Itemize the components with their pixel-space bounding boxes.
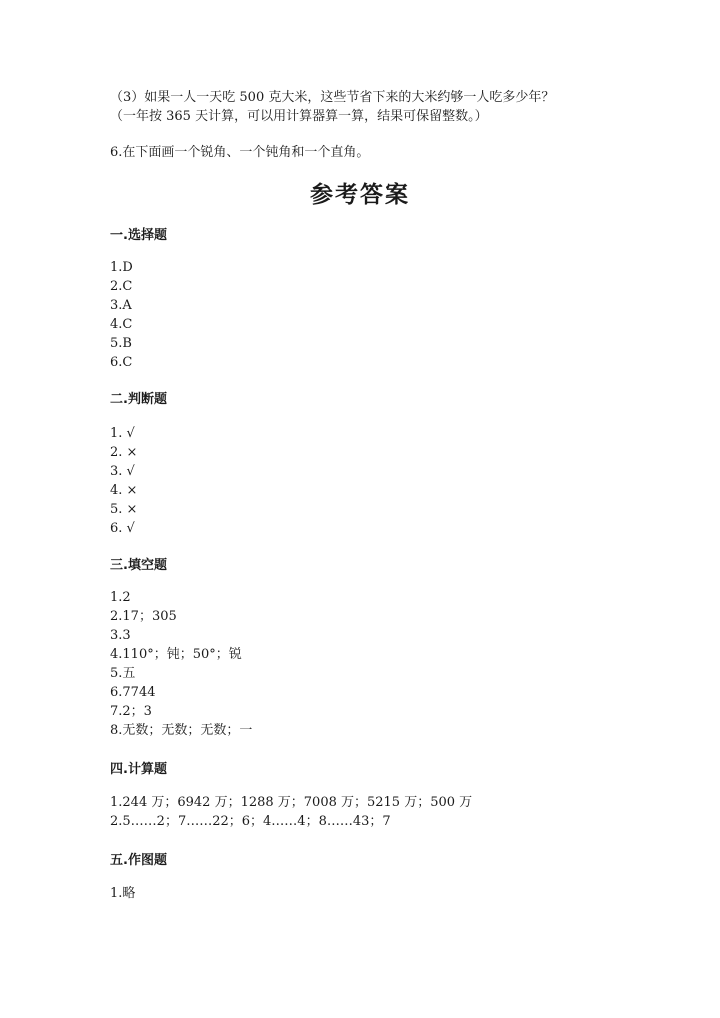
list-item: 8.无数；无数；无数；一: [110, 723, 253, 738]
list-item: 1. √: [110, 426, 135, 441]
list-item: 3. √: [110, 464, 135, 479]
list-item: 4.110°；钝；50°；锐: [110, 647, 242, 662]
list-item: 5. ×: [110, 502, 138, 517]
list-item: 2.C: [110, 279, 133, 294]
list-item: 6. √: [110, 521, 135, 536]
question-line-2: （一年按 365 天计算，可以用计算器算一算，结果可保留整数。）: [110, 109, 488, 124]
answer-list-choice: [110, 258, 133, 372]
list-item: 6.C: [110, 355, 133, 370]
answer-list-calculation: [110, 793, 472, 831]
answer-title: 参考答案: [310, 182, 410, 208]
answer-list-fill-blank: [110, 588, 252, 740]
question-6: 6.在下面画一个锐角、一个钝角和一个直角。: [110, 145, 370, 160]
answer-list-judgement: [110, 424, 137, 538]
list-item: 3.A: [110, 298, 132, 313]
list-item: 1.略: [110, 886, 136, 901]
section-heading-choice: 一.选择题: [110, 228, 167, 243]
list-item: 7.2；3: [110, 704, 152, 719]
list-item: 1.2: [110, 590, 131, 605]
list-item: 4. ×: [110, 483, 138, 498]
list-item: 2.5……2；7……22；6；4……4；8……43；7: [110, 814, 391, 829]
list-item: 1.244 万；6942 万；1288 万；7008 万；5215 万；500 万: [110, 795, 473, 810]
section-heading-judgement: 二.判断题: [110, 392, 167, 407]
section-heading-drawing: 五.作图题: [110, 853, 167, 868]
section-heading-calculation: 四.计算题: [110, 762, 167, 777]
list-item: 5.五: [110, 666, 136, 681]
section-heading-fill-blank: 三.填空题: [110, 558, 167, 573]
list-item: 5.B: [110, 336, 132, 351]
list-item: 6.7744: [110, 685, 156, 700]
list-item: 2.17；305: [110, 609, 177, 624]
question-line-1: （3）如果一人一天吃 500 克大米，这些节省下来的大米约够一人吃多少年？: [110, 90, 555, 105]
answer-list-drawing: [110, 884, 135, 903]
list-item: 2. ×: [110, 445, 138, 460]
list-item: 3.3: [110, 628, 131, 643]
list-item: 4.C: [110, 317, 133, 332]
list-item: 1.D: [110, 260, 133, 275]
